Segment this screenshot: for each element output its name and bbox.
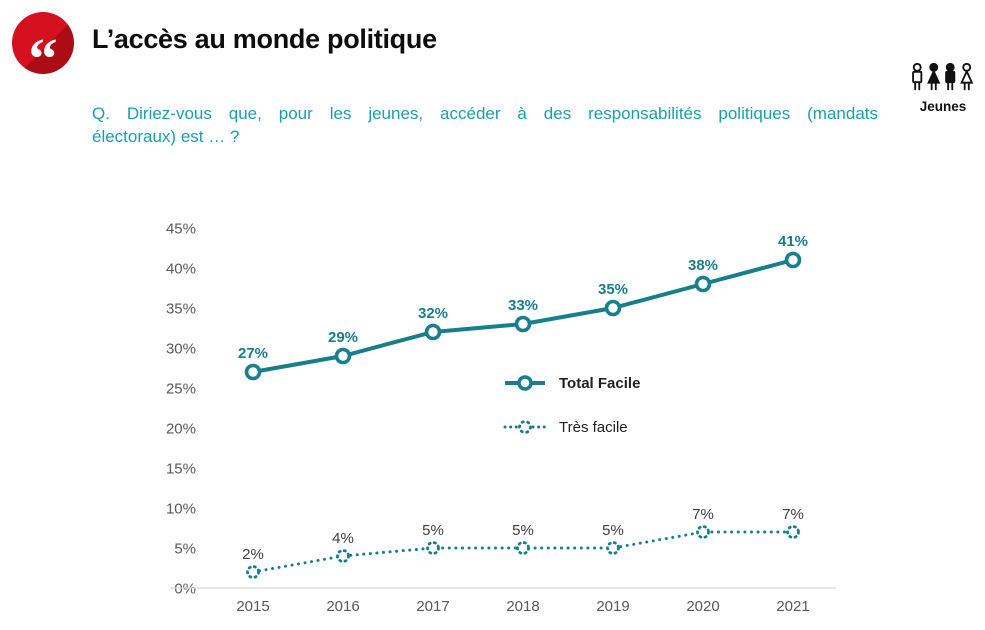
data-point-label: 5%	[512, 522, 534, 539]
data-point-marker	[247, 366, 260, 379]
data-point-marker	[337, 350, 350, 363]
data-point-label: 32%	[417, 305, 449, 322]
page-title: L’accès au monde politique	[92, 24, 437, 54]
dotted-line-marker-icon	[503, 418, 547, 436]
data-point-marker	[248, 567, 259, 578]
y-tick-label: 10%	[165, 500, 196, 518]
x-tick-label: 2017	[416, 598, 450, 615]
data-point-label: 27%	[237, 345, 269, 362]
quote-icon: “	[12, 12, 74, 74]
question-line: Q. Diriez-vous que, pour les jeunes, accéder à des responsabilités politiques (mandats	[92, 104, 878, 123]
data-point-label: 29%	[327, 329, 359, 346]
data-point-marker	[607, 302, 620, 315]
y-tick-label: 30%	[165, 340, 196, 358]
x-tick-label: 2020	[686, 598, 720, 615]
audience-label: Jeunes	[919, 99, 967, 114]
y-tick-label: 35%	[165, 300, 196, 318]
question-line: électoraux) est … ?	[92, 127, 240, 146]
data-point-marker	[518, 543, 529, 554]
y-tick-label: 25%	[165, 380, 196, 398]
question-text	[92, 102, 878, 148]
x-tick-label: 2018	[506, 598, 540, 615]
y-tick-label: 45%	[165, 220, 196, 238]
legend-label: Total Facile	[559, 374, 641, 392]
data-point-label: 5%	[422, 522, 444, 539]
data-point-label: 41%	[777, 233, 809, 250]
y-tick-label: 0%	[174, 580, 196, 598]
data-point-label: 7%	[782, 506, 804, 523]
data-point-marker	[517, 318, 530, 331]
data-point-label: 38%	[687, 257, 719, 274]
x-tick-label: 2015	[236, 598, 270, 615]
data-point-marker	[427, 326, 440, 339]
data-point-label: 2%	[242, 546, 264, 563]
data-point-marker	[338, 551, 349, 562]
data-point-marker	[697, 278, 710, 291]
y-tick-label: 40%	[165, 260, 196, 278]
chart-legend	[503, 369, 640, 457]
data-point-marker	[428, 543, 439, 554]
jeunes-people-icon	[910, 62, 976, 92]
y-tick-label: 20%	[165, 420, 196, 438]
data-point-marker	[608, 543, 619, 554]
audience-badge	[905, 62, 981, 114]
legend-item-tres-facile	[503, 413, 640, 441]
legend-item-total-facile	[503, 369, 640, 397]
x-tick-label: 2016	[326, 598, 360, 615]
solid-line-marker-icon	[503, 374, 547, 392]
data-point-marker	[787, 254, 800, 267]
x-tick-label: 2019	[596, 598, 630, 615]
data-point-marker	[698, 527, 709, 538]
y-tick-label: 15%	[165, 460, 196, 478]
data-point-label: 7%	[692, 506, 714, 523]
data-point-label: 5%	[602, 522, 624, 539]
data-point-label: 4%	[332, 530, 354, 547]
y-tick-label: 5%	[174, 540, 196, 558]
data-point-label: 35%	[597, 281, 629, 298]
x-tick-label: 2021	[776, 598, 810, 615]
legend-label: Très facile	[559, 418, 628, 436]
data-point-marker	[788, 527, 799, 538]
data-point-label: 33%	[507, 297, 539, 314]
